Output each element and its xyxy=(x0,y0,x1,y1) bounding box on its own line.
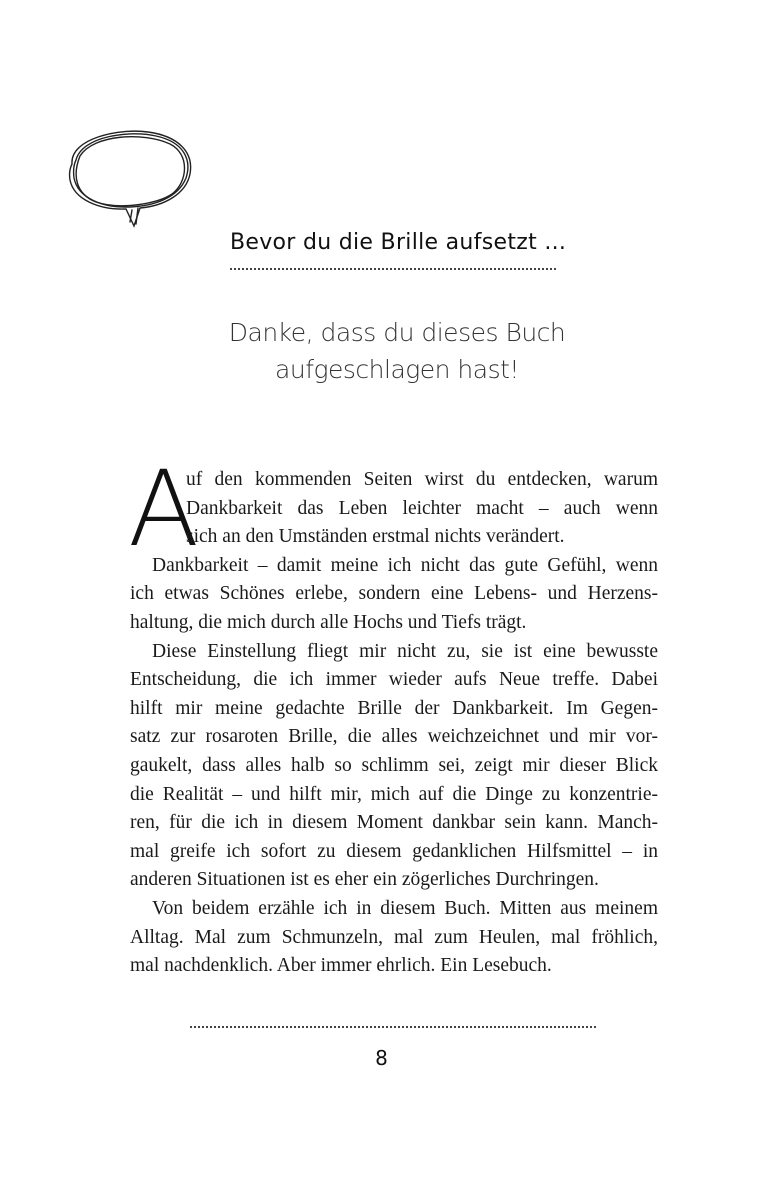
text-line: uf den kommenden Seiten wirst du entdecken, warum xyxy=(186,469,658,490)
text-line: haltung, die mich durch alle Hochs und Tiefs trägt. xyxy=(130,611,527,633)
heading-divider xyxy=(230,268,556,270)
text-line: Dankbarkeit das Leben leichter macht – auch wenn xyxy=(186,497,658,519)
subtitle-line-2: aufgeschlagen hast! xyxy=(275,355,519,384)
text-line: gaukelt, dass alles halb so schlimm sei, zeigt mir dieser Blick xyxy=(130,754,658,776)
text-line: sich an den Umständen erstmal nichts verändert. xyxy=(186,526,565,548)
section-heading: Bevor du die Brille aufsetzt ... xyxy=(230,230,567,255)
speech-bubble-icon xyxy=(60,118,200,230)
text-line: mal greife ich sofort zu diesem gedanklichen Hilfsmittel – in xyxy=(130,840,658,862)
text-line: Alltag. Mal zum Schmunzeln, mal zum Heulen, mal fröhlich, xyxy=(130,926,658,948)
text-line: hilft mir meine gedachte Brille der Dankbarkeit. Im Gegen- xyxy=(130,697,658,719)
text-line: Dankbarkeit – damit meine ich nicht das gute Gefühl, wenn xyxy=(152,554,658,576)
text-line: ren, für die ich in diesem Moment dankbar sein kann. Manch- xyxy=(130,812,658,834)
text-line: anderen Situationen ist es eher ein zögerliches Durchringen. xyxy=(130,869,599,891)
text-line: Von beidem erzähle ich in diesem Buch. Mitten aus meinem xyxy=(152,897,658,919)
subtitle xyxy=(190,314,604,388)
page-number: 8 xyxy=(375,1046,388,1070)
drop-cap: A xyxy=(128,448,200,570)
footer-divider xyxy=(190,1026,596,1028)
text-line: satz zur rosaroten Brille, die alles weichzeichnet und mir vor- xyxy=(130,726,658,748)
text-line: die Realität – und hilft mir, mich auf die Dinge zu konzentrie- xyxy=(130,783,658,805)
body-text xyxy=(130,466,658,981)
text-line: mal nachdenklich. Aber immer ehrlich. Ein Lesebuch. xyxy=(130,955,552,977)
text-line: ich etwas Schönes erlebe, sondern eine Lebens- und Herzens- xyxy=(130,583,658,605)
subtitle-line-1: Danke, dass du dieses Buch xyxy=(228,318,566,347)
text-line: Entscheidung, die ich immer wieder aufs Neue treffe. Dabei xyxy=(130,669,658,691)
text-line: Diese Einstellung fliegt mir nicht zu, sie ist eine bewusste xyxy=(152,640,658,662)
